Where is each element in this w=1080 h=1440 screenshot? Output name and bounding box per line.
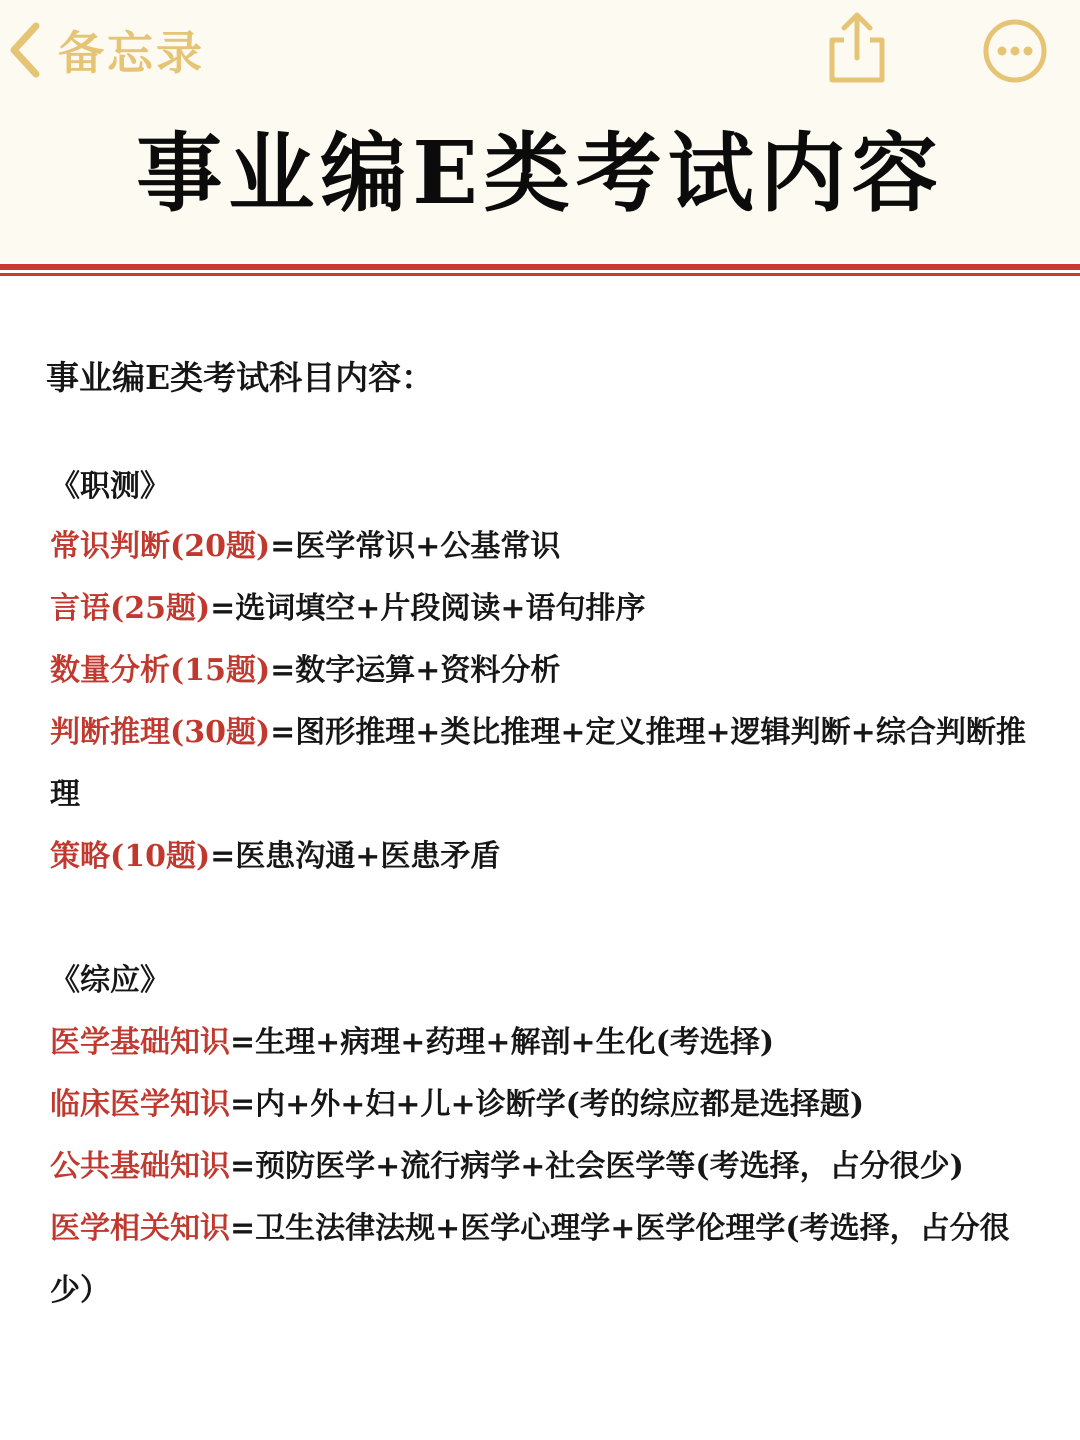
list-item bbox=[50, 1198, 1050, 1322]
list-item bbox=[50, 826, 1050, 888]
divider-thick bbox=[0, 264, 1080, 270]
item-detail: =选词填空+片段阅读+语句排序 bbox=[210, 591, 646, 626]
item-detail: =生理+病理+药理+解剖+生化(考选择) bbox=[230, 1025, 775, 1060]
section-heading: 事业编E类考试科目内容： bbox=[46, 358, 435, 397]
list-item bbox=[50, 1074, 1050, 1136]
list-item bbox=[50, 640, 1050, 702]
chevron-left-icon bbox=[4, 20, 44, 80]
item-topic: 常识判断(20题) bbox=[50, 529, 271, 564]
back-button[interactable] bbox=[4, 18, 205, 82]
more-icon[interactable] bbox=[982, 18, 1048, 84]
back-label: 备忘录 bbox=[58, 26, 205, 80]
list-item bbox=[50, 702, 1050, 826]
item-detail: =图形推理+类比推理+定义推理+逻辑判断+综合判断推理 bbox=[50, 715, 1026, 812]
item-topic: 数量分析(15题) bbox=[50, 653, 271, 688]
item-detail: =数字运算+资料分析 bbox=[270, 653, 561, 688]
list-item bbox=[50, 516, 1050, 578]
top-bar bbox=[0, 0, 1080, 262]
item-detail: =卫生法律法规+医学心理学+医学伦理学(考选择，占分很少） bbox=[50, 1211, 1010, 1308]
list-item bbox=[50, 1012, 1050, 1074]
item-topic: 临床医学知识 bbox=[50, 1087, 230, 1122]
list-item bbox=[50, 578, 1050, 640]
item-detail: =预防医学+流行病学+社会医学等(考选择，占分很少) bbox=[230, 1149, 964, 1184]
item-detail: =医患沟通+医患矛盾 bbox=[210, 839, 501, 874]
item-topic: 判断推理(30题) bbox=[50, 715, 271, 750]
item-topic: 言语(25题) bbox=[50, 591, 211, 626]
item-topic: 医学相关知识 bbox=[50, 1211, 230, 1246]
section-label-zhice: 《职测》 bbox=[50, 469, 170, 504]
item-detail: =内+外+妇+儿+诊断学(考的综应都是选择题) bbox=[230, 1087, 865, 1122]
divider-thin bbox=[0, 273, 1080, 276]
page-title: 事业编E类考试内容 bbox=[136, 123, 944, 224]
item-topic: 策略(10题) bbox=[50, 839, 211, 874]
item-detail: =医学常识+公基常识 bbox=[270, 529, 561, 564]
share-icon[interactable] bbox=[824, 10, 890, 86]
list-item bbox=[50, 1136, 1050, 1198]
item-topic: 医学基础知识 bbox=[50, 1025, 230, 1060]
item-topic: 公共基础知识 bbox=[50, 1149, 230, 1184]
section-label-zongying: 《综应》 bbox=[50, 963, 170, 998]
